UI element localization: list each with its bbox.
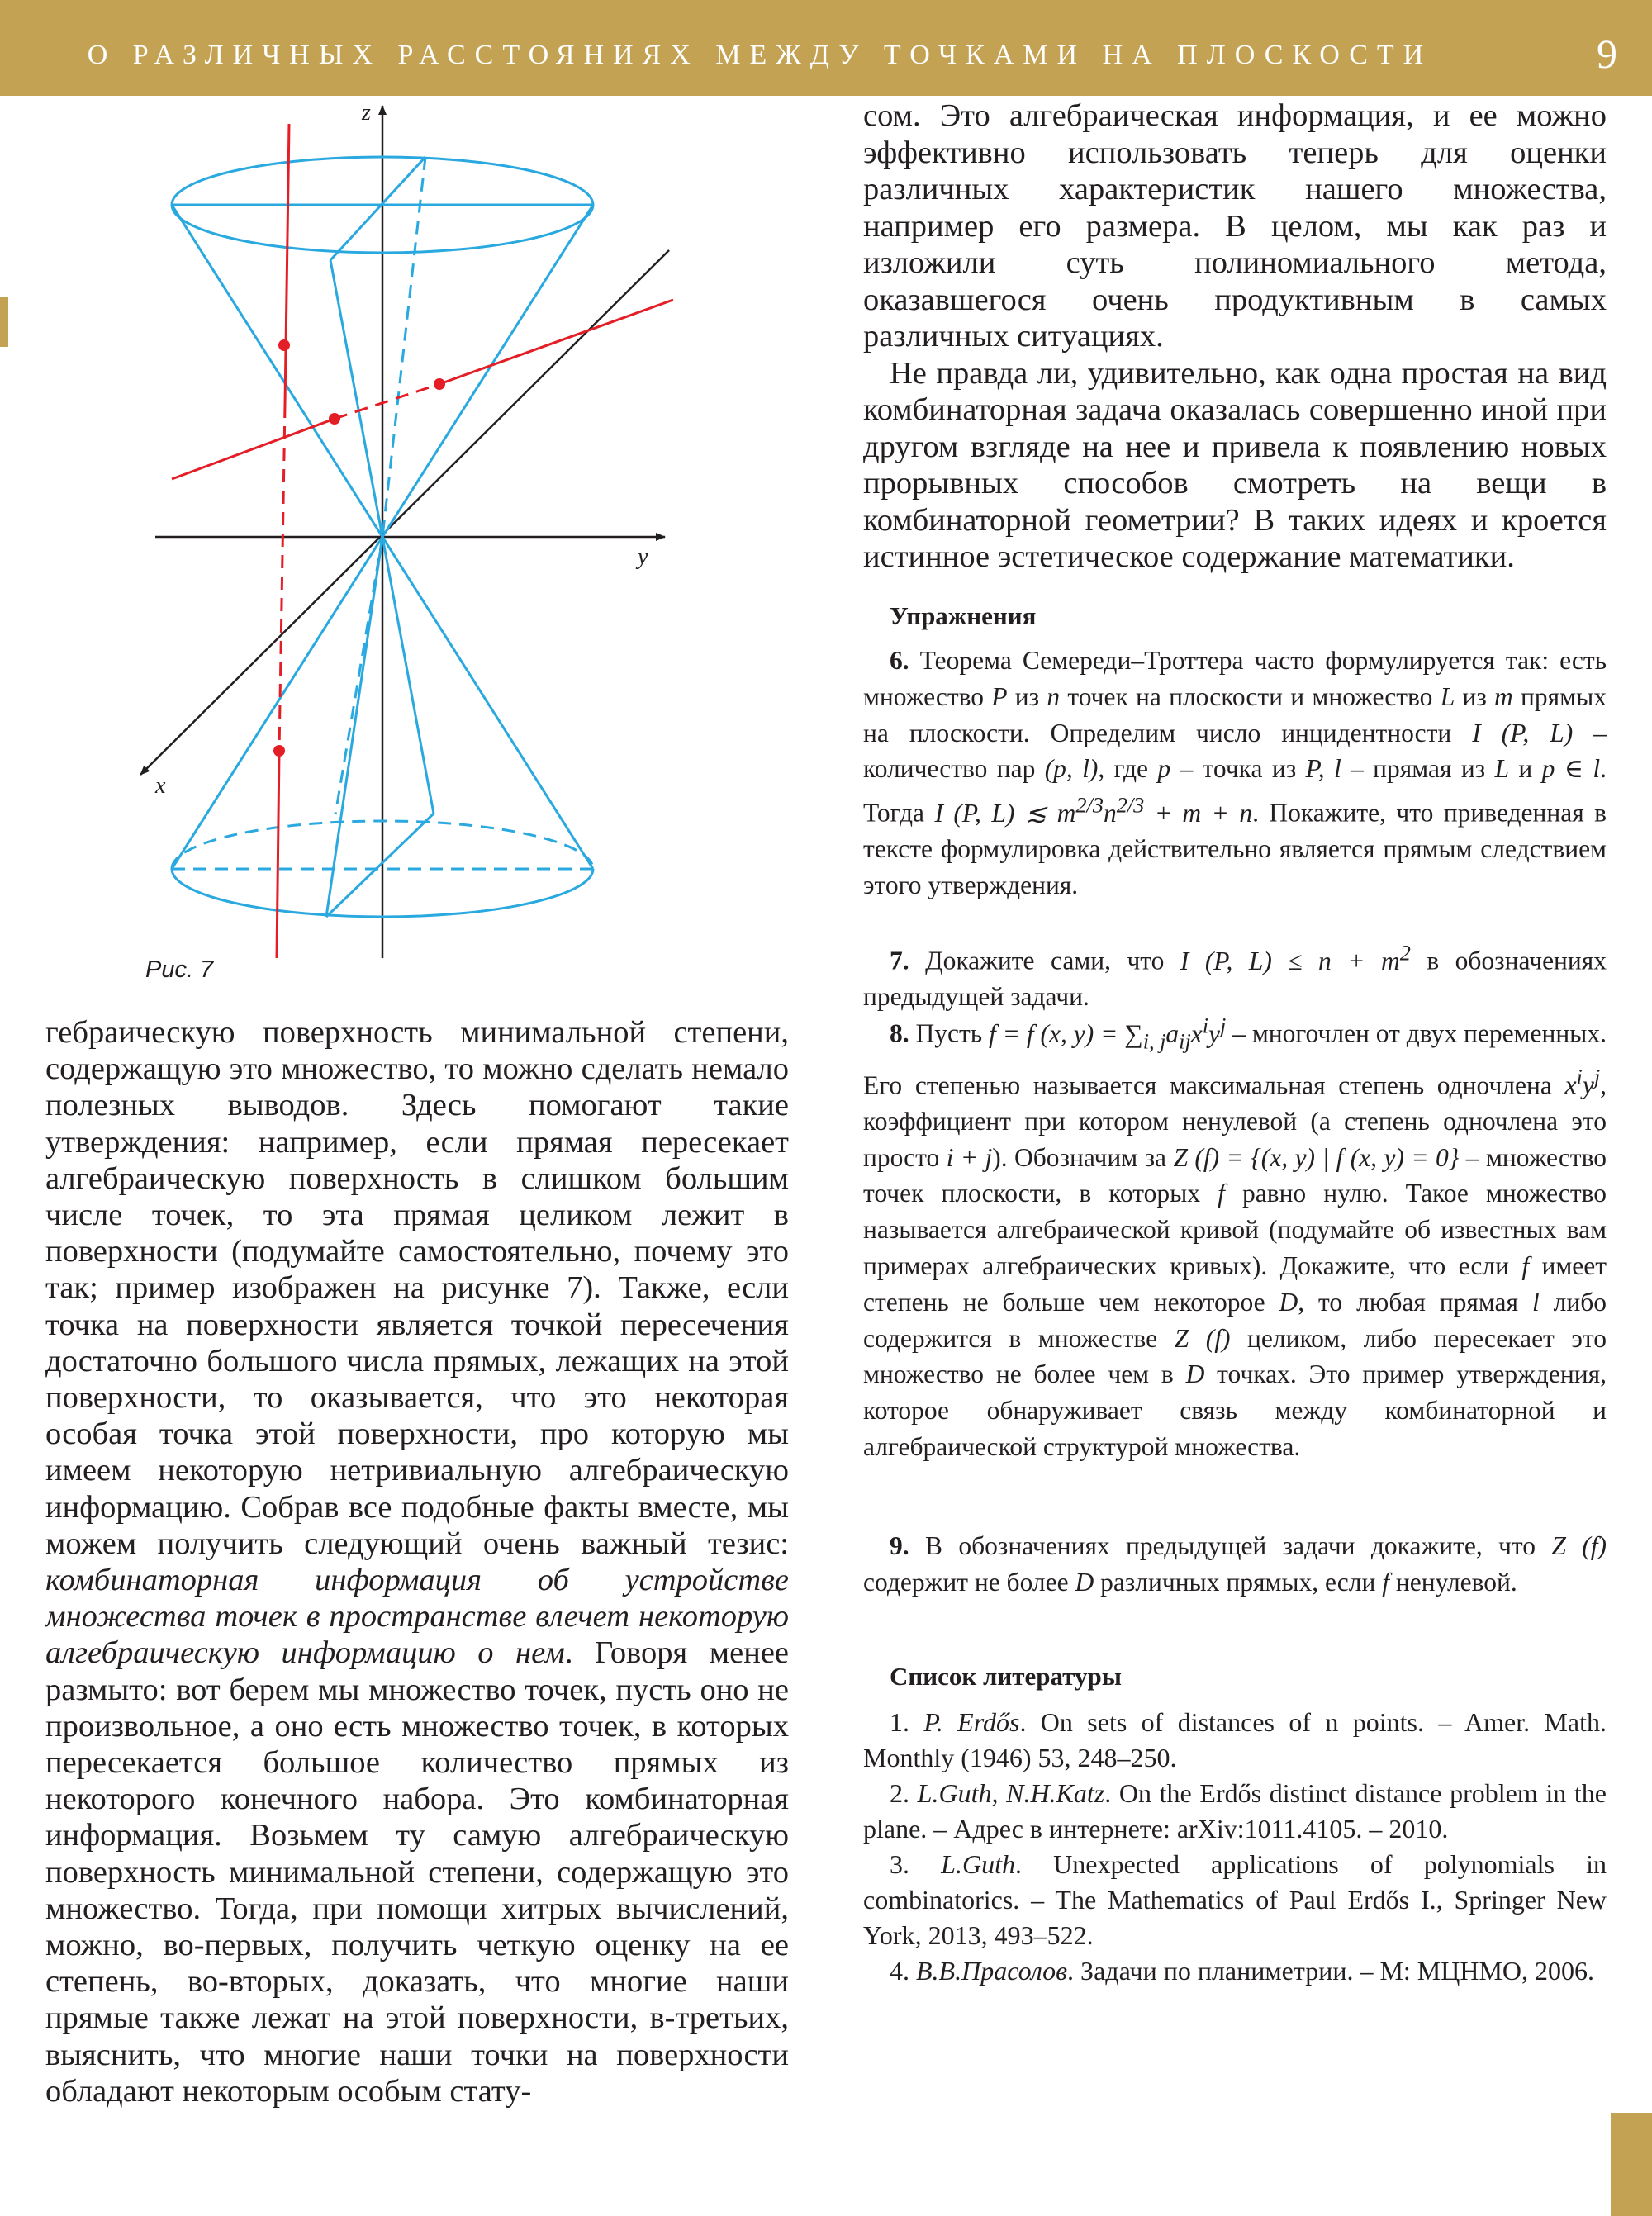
right-column-text: [863, 97, 1607, 576]
axis-label-z: z: [362, 100, 371, 126]
red-point: [434, 378, 445, 390]
figure-caption: Рис. 7: [145, 956, 214, 983]
cone-diagram: [124, 99, 702, 966]
red-point: [273, 745, 285, 757]
references-heading: Список литературы: [890, 1662, 1122, 1691]
left-paragraph: гебраическую поверхность минимальной степени, содержащую это множество, то можно сделать немало полезных выводов. Здесь помогают такие утверждения: например, если прямая пересекает алгебраическую поверхность в слишком большим числе точек, то эта прямая целиком лежит в поверхности (подумайте самостоятельно, почему это так; пример изображен на рисунке 7). Также, если точка на поверхности является точкой пересечения достаточно большого числа прямых, лежащих на этой поверхности, то оказывается, что это некоторая особая точка этой поверхности, про которую мы имеем некоторую нетривиальную алгебраическую информацию. Собрав все подобные факты вместе, мы можем получить следующий очень важный тезис: комбинаторная информация об устройстве множества точек в пространстве влечет некоторую алгебраическую информацию о нем. Говоря менее размыто: вот берем мы множество точек, пусть оно не произвольное, а оно есть множество точек, в которых пересекается большое количество прямых из некоторого конечного набора. Это комбинаторная информация. Возьмем ту самую алгебраическую поверхность минимальной степени, содержащую это множество. Тогда, при помощи хитрых вычислений, можно, во-первых, получить четкую оценку на ее степень, во-вторых, доказать, что многие наши прямые также лежат на этой поверхности, в-третьих, выяснить, что многие наши точки на поверхности обладают некоторым особым стату-: [45, 1015, 789, 2109]
left-edge-mark: [0, 297, 8, 347]
right-paragraph-2: Не правда ли, удивительно, как одна простая на вид комбинаторная задача оказалась совершенно иной при другом взгляде на нее и привела к появлению новых прорывных способов смотреть на вещи в комбинаторной геометрии? В таких идеях и кроется истинное эстетическое содержание математики.: [863, 355, 1607, 574]
running-header: [0, 0, 1652, 96]
red-slanted-line-left: [172, 419, 335, 479]
exercises-heading: Упражнения: [890, 601, 1037, 630]
reference-item: 2. L.Guth, N.H.Katz. On the Erdős distinct distance problem in the plane. – Адрес в интернете: arXiv:1011.4105. – 2010.: [863, 1778, 1607, 1844]
exercise-6: 6. Теорема Семереди–Троттера часто формулируется так: есть множество P из n точек на плоскости и множество L из m прямых на плоскости. Определим число инцидентности I (P, L) – количество пар (p, l), где p – точка из P, l – прямая из L и p ∈ l. Тогда I (P, L) ≲ $m^{2/3}n^{2/3} + m + n$. Покажите, что приведенная в тексте формулировка действительно является прямым следствием этого утверждения.: [863, 646, 1607, 900]
exercise-9: 9. В обозначениях предыдущей задачи докажите, что Z (f) содержит не более D различных прямых, если f ненулевой.: [863, 1531, 1607, 1597]
red-point: [278, 339, 290, 351]
axis-label-x: x: [155, 773, 166, 799]
axis-label-y: y: [638, 544, 648, 570]
header-title: О РАЗЛИЧНЫХ РАССТОЯНИЯХ МЕЖДУ ТОЧКАМИ НА ПЛОСКОСТИ: [87, 40, 1433, 70]
exercise-7: 7. Докажите сами, что I (P, $L) \le n + m^2$ в обозначениях предыдущей задачи.: [863, 941, 1607, 1012]
red-vertical-line-upper: [285, 124, 289, 405]
left-column-text: [45, 1014, 789, 2109]
reference-item: 4. В.В.Прасолов. Задачи по планиметрии. – М: МЦНМО, 2006.: [890, 1956, 1595, 1986]
reference-item: 1. P. Erdős. On sets of distances of n points. – Amer. Math. Monthly (1946) 53, 248–250.: [863, 1707, 1607, 1772]
red-slanted-line-right: [439, 300, 673, 384]
corner-color-block: [1611, 2113, 1652, 2216]
red-slanted-line-middle: [335, 384, 439, 419]
figure-7: [124, 99, 702, 966]
right-paragraph-1: сом. Это алгебраическая информация, и ее можно эффективно использовать теперь для оценки различных характеристик нашего множества, например его размера. В целом, мы как раз и изложили суть полиномиального метода, оказавшегося очень продуктивным в самых различных ситуациях.: [863, 98, 1607, 354]
references-list: [863, 1705, 1607, 1989]
exercise-8: 8. Пусть f = f (x, $y) = \sum_{i, j}a_{ij}x^iy^j$ – многочлен от двух переменных. Его степенью называется максимальная степень одночлена $x^iy^j$, коэффициент при котором ненулевой (а степень одночлена это просто i + j). Обозначим за Z (f) = {(x, y) | f (x, y) = 0} – множество точек плоскости, в которых f равно нулю. Такое множество называется алгебраической кривой (подумайте об известных вам примерах алгебраических кривых). Докажите, что если f имеет степень не больше чем некоторое D, то любая прямая l либо содержится в множестве Z (f) целиком, либо пересекает это множество не более чем в D точках. Это пример утверждения, которое обнаруживает связь между комбинаторной и алгебраической структурой множества.: [863, 1013, 1607, 1462]
red-point: [329, 413, 340, 425]
reference-item: 3. L.Guth. Unexpected applications of polynomials in combinatorics. – The Mathematics of Paul Erdős I., Springer New York, 2013, 493–522.: [863, 1849, 1607, 1950]
red-vertical-line-lower: [277, 752, 279, 958]
page-number: 9: [1597, 31, 1617, 77]
